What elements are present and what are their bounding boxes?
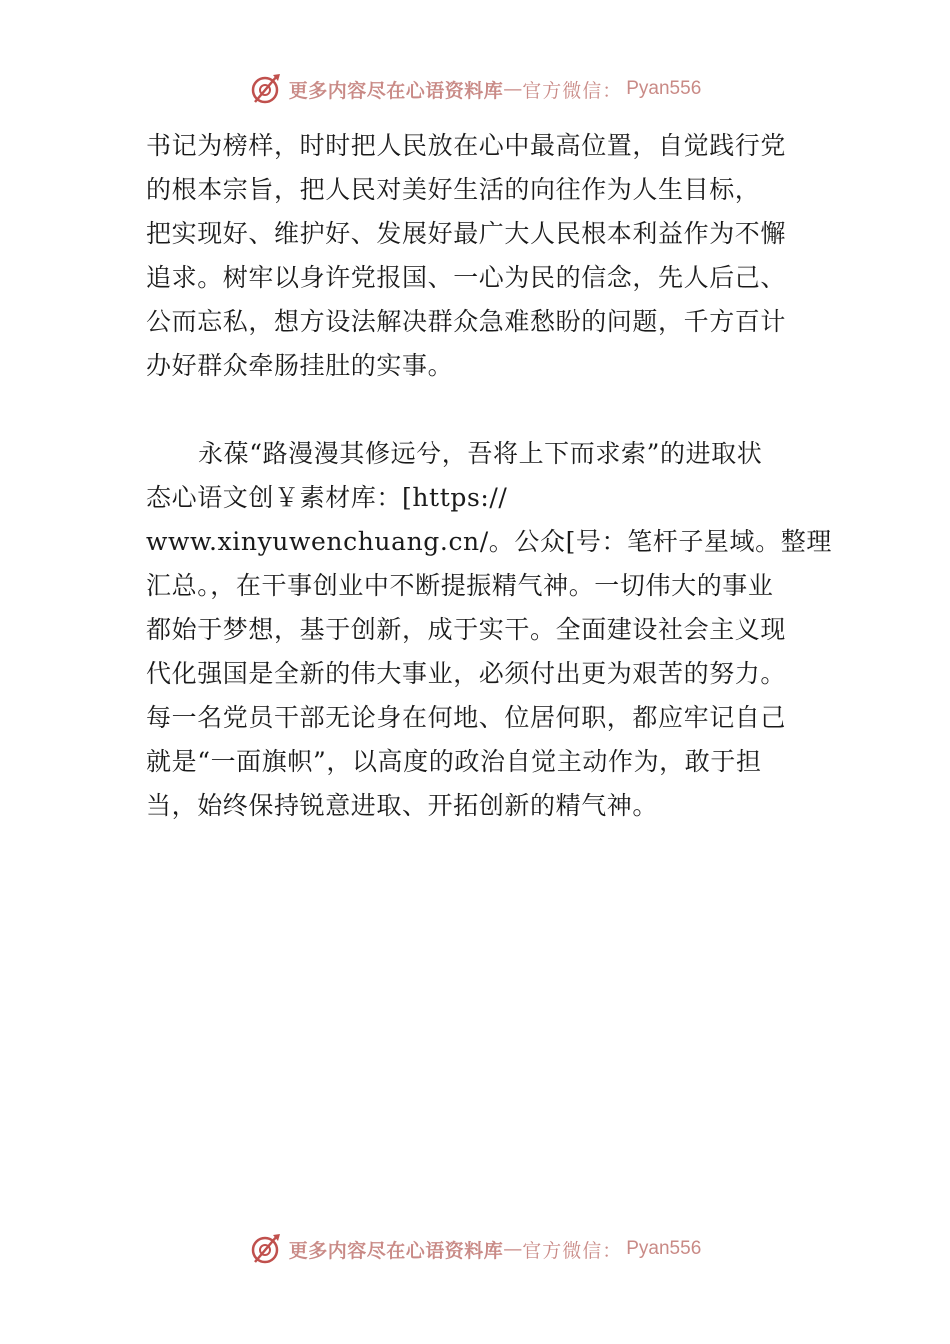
text-line: 汇总。，在干事创业中不断提振精气神。一切伟大的事业: [146, 571, 774, 600]
paragraph-2: [146, 432, 832, 828]
text-line: 就是“一面旗帜”，以高度的政治自觉主动作为，敢于担: [146, 747, 762, 776]
text-line: 公而忘私，想方设法解决群众急难愁盼的问题，千方百计: [146, 307, 787, 336]
text-line: 态心语文创￥素材库：[https://: [146, 483, 508, 512]
header-wechat-id: Pyan556: [626, 78, 702, 99]
header-banner: [0, 72, 950, 106]
text-line: 书记为榜样，时时把人民放在心中最高位置，自觉践行党: [146, 131, 787, 160]
header-wechat-label: 官方微信：: [522, 79, 623, 102]
text-line: 每一名党员干部无论身在何地、位居何职，都应牢记自己: [146, 703, 787, 732]
text-line: 把实现好、维护好、发展好最广大人民根本利益作为不懈: [146, 219, 787, 248]
header-banner-text: 更多内容尽在心语资料库: [288, 79, 504, 102]
footer-separator: —: [503, 1238, 523, 1260]
paragraph-1: [146, 124, 826, 388]
logo-icon: [249, 72, 283, 106]
text-line: 永葆“路漫漫其修远兮，吾将上下而求索”的进取状: [198, 439, 763, 468]
logo-icon: [249, 1232, 283, 1266]
footer-wechat-id: Pyan556: [626, 1238, 702, 1259]
footer-banner: [0, 1232, 950, 1266]
document-body: [146, 124, 832, 828]
text-line: 追求。树牢以身许党报国、一心为民的信念，先人后己、: [146, 263, 787, 292]
text-line: 都始于梦想，基于创新，成于实干。全面建设社会主义现: [146, 615, 787, 644]
header-separator: —: [503, 78, 523, 100]
text-line: 的根本宗旨，把人民对美好生活的向往作为人生目标，: [146, 175, 761, 204]
text-line: www.xinyuwenchuang.cn/。公众[号：笔杆子星域。整理: [146, 527, 832, 556]
text-line: 代化强国是全新的伟大事业，必须付出更为艰苦的努力。: [146, 659, 787, 688]
footer-wechat-label: 官方微信：: [522, 1239, 623, 1262]
text-line: 办好群众牵肠挂肚的实事。: [146, 351, 454, 380]
text-line: 当，始终保持锐意进取、开拓创新的精气神。: [146, 791, 659, 820]
footer-banner-text: 更多内容尽在心语资料库: [288, 1239, 504, 1262]
